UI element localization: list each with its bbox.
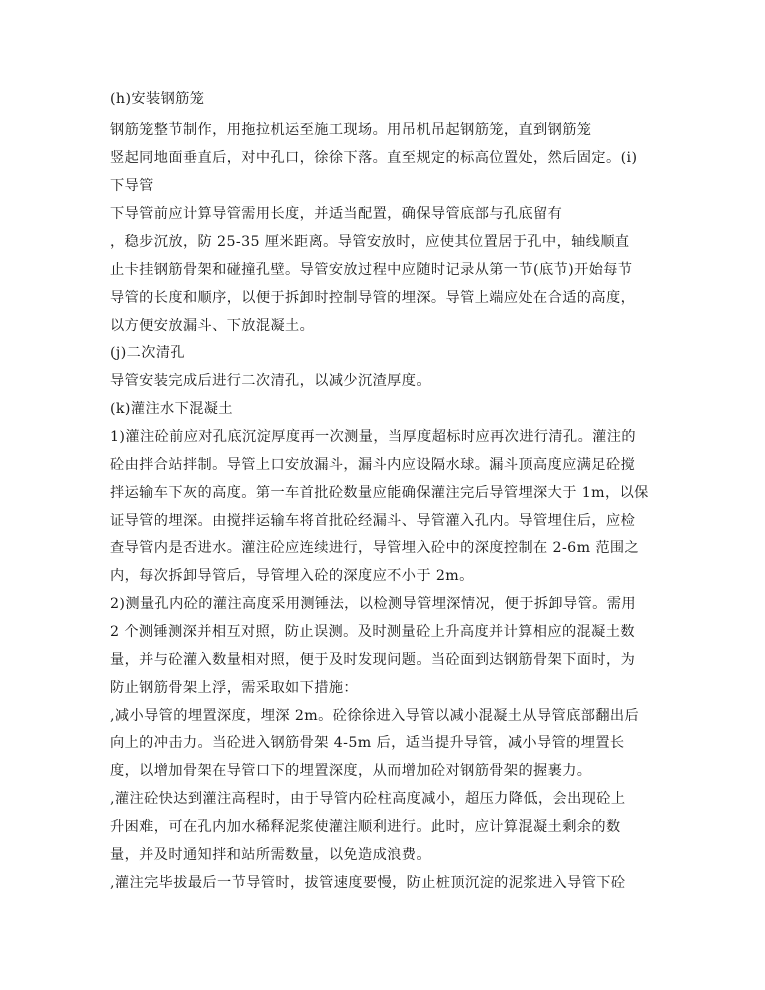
text-line: 以方便安放漏斗、下放混凝土。 xyxy=(110,318,315,334)
text-line: 量，并与砼灌入数量相对照，便于及时发现问题。当砼面到达钢筋骨架下面时，为 xyxy=(110,652,636,668)
text-line: 1)灌注砼前应对孔底沉淀厚度再一次测量，当厚度超标时应再次进行清孔。灌注的 xyxy=(110,429,636,445)
text-line: 防止钢筋骨架上浮，需采取如下措施： xyxy=(110,680,358,696)
text-line: 内，每次拆卸导管后，导管埋入砼的深度应不小于 2m。 xyxy=(110,568,474,584)
text-line: ,减小导管的埋置深度，埋深 2m。砼徐徐进入导管以减小混凝土从导管底部翻出后 xyxy=(110,708,640,724)
text-line: 钢筋笼整节制作，用拖拉机运至施工现场。用吊机吊起钢筋笼，直到钢筋笼 xyxy=(110,122,592,138)
text-line: 砼由拌合站拌制。导管上口安放漏斗，漏斗内应设隔水球。漏斗顶高度应满足砼搅 xyxy=(110,457,636,473)
text-line: 竖起同地面垂直后，对中孔口，徐徐下落。直至规定的标高位置处，然后固定。(i) xyxy=(110,150,638,166)
text-line: 查导管内是否进水。灌注砼应连续进行，导管埋入砼中的深度控制在 2-6m 范围之 xyxy=(110,540,640,556)
text-line: ,灌注完毕拔最后一节导管时，拔管速度要慢，防止桩顶沉淀的泥浆进入导管下砼 xyxy=(110,875,626,891)
text-line: ，稳步沉放，防 25-35 厘米距离。导管安放时，应使其位置居于孔中，轴线顺直 xyxy=(110,234,630,250)
text-line: 升困难，可在孔内加水稀释泥浆使灌注顺利进行。此时，应计算混凝土剩余的数 xyxy=(110,819,621,835)
text-line: 2 个测锤测深并相互对照，防止误测。及时测量砼上升高度并计算相应的混凝土数 xyxy=(110,624,635,640)
text-line: 导管的长度和顺序，以便于拆卸时控制导管的埋深。导管上端应处在合适的高度， xyxy=(110,290,636,306)
text-line: 拌运输车下灰的高度。第一车首批砼数量应能确保灌注完后导管埋深大于 1m，以保 xyxy=(110,485,649,501)
section-heading-i: 下导管 xyxy=(110,178,154,194)
text-line: 止卡挂钢筋骨架和碰撞孔壁。导管安放过程中应随时记录从第一节(底节)开始每节 xyxy=(110,262,633,278)
text-line: 证导管的埋深。由搅拌运输车将首批砼经漏斗、导管灌入孔内。导管埋住后，应检 xyxy=(110,513,636,529)
section-heading-k: (k)灌注水下混凝土 xyxy=(110,401,233,417)
text-line: 量，并及时通知拌和站所需数量，以免造成浪费。 xyxy=(110,847,431,863)
text-line: 度，以增加骨架在导管口下的埋置深度，从而增加砼对钢筋骨架的握裹力。 xyxy=(110,763,592,779)
text-line: 2)测量孔内砼的灌注高度采用测锤法，以检测导管埋深情况，便于拆卸导管。需用 xyxy=(110,596,636,612)
section-heading-h: (h)安装钢筋笼 xyxy=(110,91,205,107)
text-line: 导管安装完成后进行二次清孔，以减少沉渣厚度。 xyxy=(110,373,431,389)
text-line: 下导管前应计算导管需用长度，并适当配置，确保导管底部与孔底留有 xyxy=(110,206,563,222)
text-line: 向上的冲击力。当砼进入钢筋骨架 4-5m 后，适当提升导管，减小导管的埋置长 xyxy=(110,735,625,751)
text-line: ,灌注砼快达到灌注高程时，由于导管内砼柱高度减小，超压力降低，会出现砼上 xyxy=(110,791,626,807)
section-heading-j: (j)二次清孔 xyxy=(110,345,186,361)
